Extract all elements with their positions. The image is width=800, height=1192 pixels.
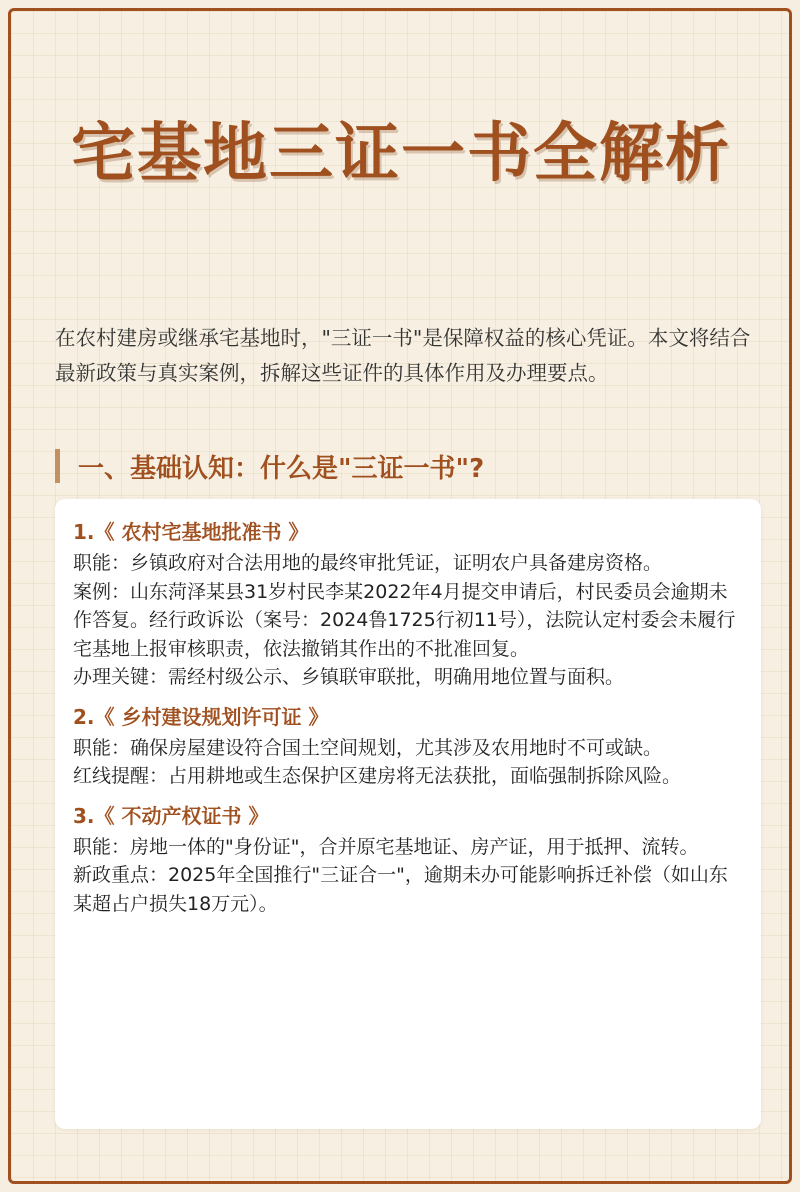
item-line-policy: 新政重点：2025年全国推行"三证合一"，逾期未办可能影响拆迁补偿（如山东某超占户损失18万元）。 <box>73 864 728 915</box>
page-frame <box>8 8 792 1184</box>
item-1 <box>73 515 743 692</box>
item-line-case: 案例：山东菏泽某县31岁村民李某2022年4月提交申请后，村民委员会逾期未作答复。经行政诉讼（案号：2024鲁1725行初11号），法院认定村委会未履行宅基地上报审核职责，依法撤销其作出的不批准回复。 <box>73 580 736 660</box>
item-line-function: 职能：乡镇政府对合法用地的最终审批凭证，证明农户具备建房资格。 <box>73 552 663 574</box>
item-line-key: 办理关键：需经村级公示、乡镇联审联批，明确用地位置与面积。 <box>73 666 625 688</box>
item-title: 1.《 农村宅基地批准书 》 <box>73 520 309 544</box>
page-title: 宅基地三证一书全解析 <box>71 117 731 191</box>
item-2 <box>73 700 743 791</box>
item-title: 3.《 不动产权证书 》 <box>73 803 269 828</box>
section-accent-bar <box>55 449 60 483</box>
section-heading <box>55 446 761 486</box>
item-line-warning: 红线提醒：占用耕地或生态保护区建房将无法获批，面临强制拆除风险。 <box>73 765 682 787</box>
item-3 <box>73 799 743 919</box>
section-title: 一、基础认知：什么是"三证一书"? <box>78 453 485 484</box>
content-card <box>55 499 761 1129</box>
item-line-function: 职能：房地一体的"身份证"，合并原宅基地证、房产证，用于抵押、流转。 <box>73 835 699 858</box>
item-title: 2.《 乡村建设规划许可证 》 <box>73 704 329 729</box>
intro-paragraph: 在农村建房或继承宅基地时，"三证一书"是保障权益的核心凭证。本文将结合最新政策与真实案例，拆解这些证件的具体作用及办理要点。 <box>55 326 751 385</box>
item-line-function: 职能：确保房屋建设符合国土空间规划，尤其涉及农用地时不可或缺。 <box>73 736 663 759</box>
